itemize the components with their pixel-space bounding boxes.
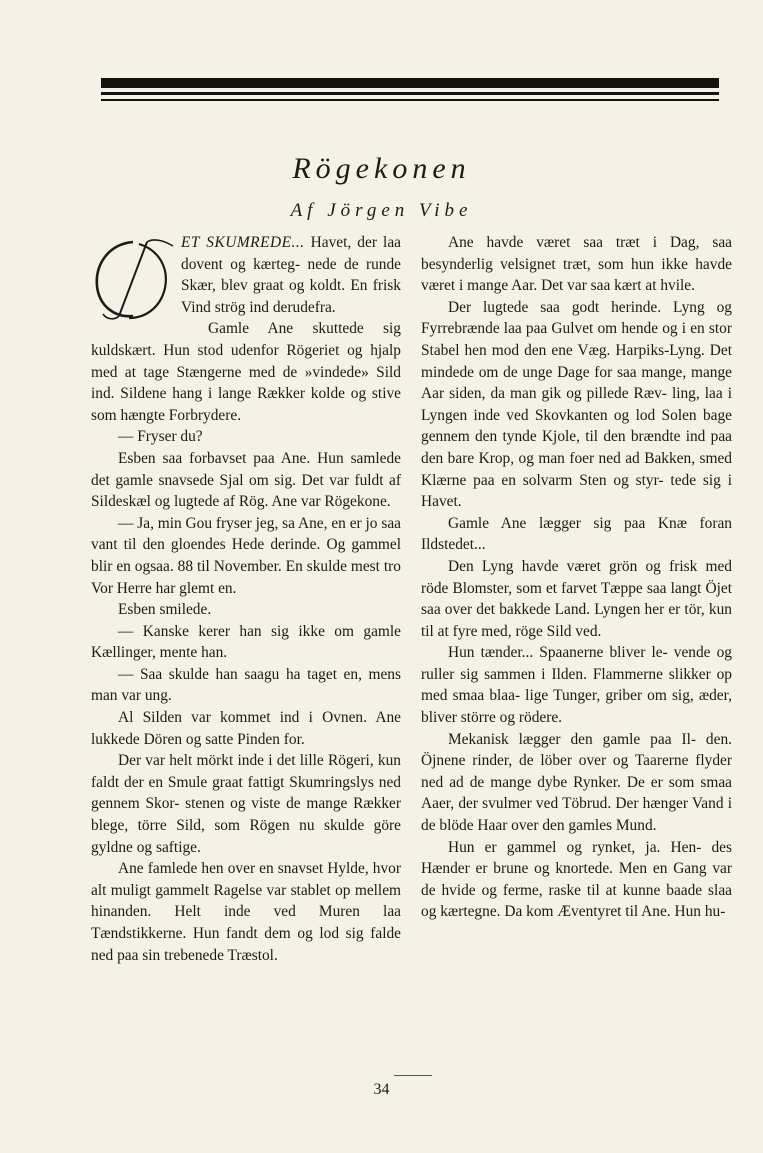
right-paragraph-4: Den Lyng havde været grön og frisk med röde Blomster, som et farvet Tæppe saa langt Öjet saa over det bakkede Land. Lyngen her er tör, kun til at fyre med, röge Sild ved. bbox=[421, 557, 732, 640]
right-paragraph-3: Gamle Ane lægger sig paa Knæ foran Ildstedet... bbox=[421, 514, 732, 554]
drop-cap-d-ornament bbox=[89, 236, 177, 322]
left-paragraph-5: — Ja, min Gou fryser jeg, sa Ane, en er jo saa vant til den gloendes Hede derinde. Og gammel blir en ogsaa. 88 til November. En skulde mest tro Vor Herre har glemt en. bbox=[91, 514, 401, 597]
left-paragraph-9: Al Silden var kommet ind i Ovnen. Ane lukkede Dören og satte Pinden for. bbox=[91, 709, 401, 748]
drop-cap-letter: D bbox=[117, 257, 149, 306]
left-paragraph-10: Der var helt mörkt inde i det lille Rögeri, kun faldt der en Smule graat fattigt Skumringslys ned gennem Skor- stenen og viste de mange Rækker blege, törre Sild, som Rögen nu skulde göre gyldne og saftige. bbox=[91, 752, 401, 856]
right-paragraph-2: Der lugtede saa godt herinde. Lyng og Fyrrebrænde laa paa Gulvet om hende og i en stor Stabel hen mod den ene Væg. Harpiks-Lyng. Det mindede om de unge Dage for saa mange, mange Aar siden, da man gik og pillede Ræv- ling, laa i Lyngen inde ved Skovkanten og lod Solen bage gennem den tynde Kjole, til den brændte ind paa den bare Krop, og man foer ned ad Bakken, smed Klærne paa en solvarm Sten og styr- tede sig i Havet. bbox=[421, 298, 732, 511]
left-paragraph-6: Esben smilede. bbox=[118, 601, 212, 619]
right-paragraph-7: Hun er gammel og rynket, ja. Hen- des Hænder er brune og knortede. Men en Gang var de hvide og ferme, raske til at kunne baade slaa og kærtegne. Da kom Æventyret til Ane. Hun hu- bbox=[421, 838, 732, 921]
header-rules bbox=[101, 78, 719, 101]
left-paragraph-7: — Kanske kerer han sig ikke om gamle Kællinger, mente han. bbox=[91, 622, 401, 662]
header-rule-thin-lower bbox=[101, 99, 719, 101]
right-paragraph-1: Ane havde været saa træt i Dag, saa besynderlig velsignet træt, som hun ikke havde været i mange Aar. Det var saa kært at hvile. bbox=[421, 234, 732, 295]
header-rule-thick bbox=[101, 78, 719, 88]
right-paragraph-5: Hun tænder... Spaanerne bliver le- vende og ruller sig sammen i Ilden. Flammerne slikker op med smaa blaa- lige Tunger, griber om sig, æder, bliver större og rödere. bbox=[421, 644, 732, 727]
left-paragraph-11: Ane famlede hen over en snavset Hylde, hvor alt muligt gammelt Ragelse var stablet op mellem hinanden. Helt inde ved Muren laa Tændstikkerne. Hun fandt dem og lod sig falde ned paa sin trebenede Træstol. bbox=[91, 860, 401, 964]
left-paragraph-3: — Fryser du? bbox=[118, 428, 203, 446]
opening-paragraph-text: Havet, der laa dovent og kærteg- nede de runde Skær, blev graat og koldt. En frisk Vind strög ind derudefra. bbox=[181, 234, 401, 316]
opening-paragraph bbox=[91, 232, 401, 318]
right-paragraph-6: Mekanisk lægger den gamle paa Il- den. Öjnene rinder, de löber over og Taarerne flyder ned ad de mange dybe Rynker. De er som smaa Aaer, der svulmer ved Töbrud. Der hænger Vand i de blöde Haar over den gamles Mund. bbox=[421, 730, 732, 835]
right-column bbox=[421, 232, 732, 923]
article-byline: Af Jörgen Vibe bbox=[290, 200, 473, 221]
left-column bbox=[91, 232, 401, 966]
opening-caps: ET SKUMREDE... bbox=[181, 234, 305, 251]
header-rule-thin bbox=[101, 92, 719, 95]
page-number-rule bbox=[394, 1075, 432, 1076]
page-number: 34 bbox=[373, 1081, 390, 1098]
left-paragraph-2: Gamle Ane skuttede sig kuldskært. Hun stod udenfor Rögeriet og hjalp med at tage Stængerne med de »vindede» Sild ind. Sildene hang i lange Rækker kolde og stive som hængte Forbrydere. bbox=[91, 320, 401, 424]
left-paragraph-4: Esben saa forbavset paa Ane. Hun samlede det gamle snavsede Sjal om sig. Det var fuldt af Sildeskæl og lugtede af Rög. Ane var Rögekone. bbox=[91, 449, 401, 511]
left-paragraph-8: — Saa skulde han saagu ha taget en, mens man var ung. bbox=[91, 665, 401, 705]
article-title: Rögekonen bbox=[292, 152, 471, 185]
